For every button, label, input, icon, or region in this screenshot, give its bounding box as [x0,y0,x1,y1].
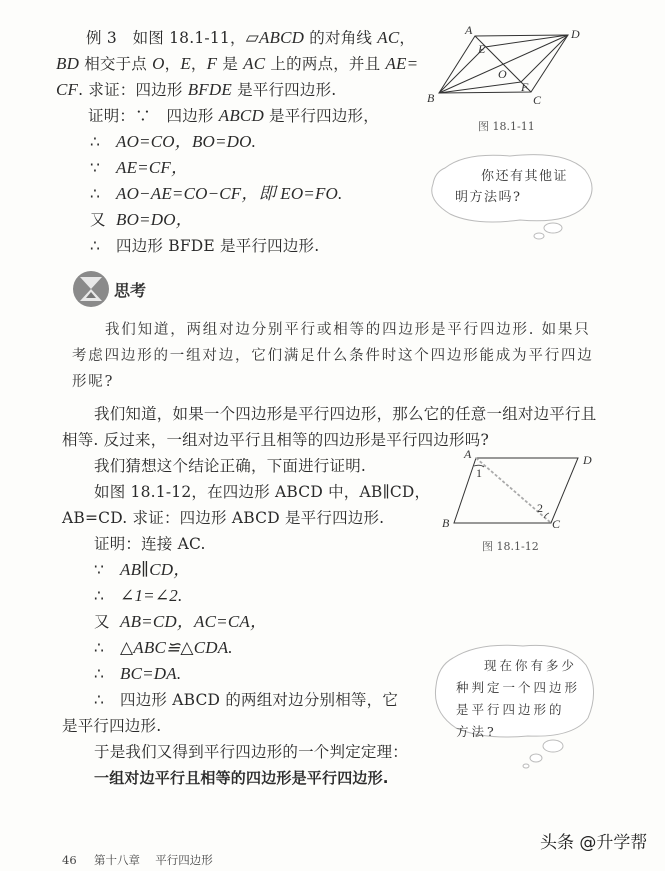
proof-step [90,132,256,152]
proof-step [94,664,181,684]
proof-step [90,210,193,230]
angle-2-label: 2 [537,501,543,515]
therefore-symbol: ∴ [90,185,101,203]
step-text: AO−AE=CO−CF，即 EO=FO. [116,184,343,203]
because-symbol: ∵ [90,159,101,177]
main-para-line: 相等. 反过来，一组对边平行且相等的四边形是平行四边形吗? [62,431,489,449]
figure1-caption: 图 18.1-11 [478,120,535,133]
example3-line1 [86,28,415,48]
step-text: 四边形 ABCD 的两组对边分别相等，它 [120,691,399,709]
math-abcd: ABCD [218,106,264,125]
text: ， [190,55,207,73]
because-symbol: ∵ [94,561,105,579]
therefore-symbol: ∴ [94,665,105,683]
proof-step [94,690,398,710]
think-title: 思考 [114,281,147,300]
step-text: AB∥CD， [120,560,191,579]
math-ac: AC [377,28,400,47]
label-b: B [442,516,450,528]
text: . 求证：四边形 [78,81,188,99]
text: ， [399,29,416,47]
chapter-title: 平行四边形 [155,853,213,867]
label-f: F [521,80,529,94]
label-c: C [533,93,542,107]
proof-step [90,236,319,256]
figure-parallelogram-ac [438,448,598,528]
text: 是 [217,55,244,73]
main-para-line: 我们知道，如果一个四边形是平行四边形，那么它的任意一组对边平行且 [94,405,597,423]
therefore-symbol: ∴ [94,691,105,709]
text: 上的两点，并且 [265,55,386,73]
chapter-label: 第十八章 [93,853,140,867]
conjecture: 我们猜想这个结论正确，下面进行证明. [94,457,367,475]
therefore-symbol: ∴ [94,587,105,605]
given-line: 如图 18.1-12，在四边形 ABCD 中，AB∥CD， [94,483,431,501]
bubble2-text [456,655,580,743]
text: 是平行四边形. [231,81,337,99]
example3-line3 [56,80,336,100]
bubble-line: 方法? [456,724,497,739]
parallelogram-abcd: ▱ABCD [245,28,305,47]
text: 证明：∵ 四边形 [88,107,219,125]
bubble-line: 是平行四边形的 [456,702,565,717]
math-e: E [180,54,191,73]
math-ac: AC [243,54,266,73]
math-ae: AE= [385,54,419,73]
step-text: △ABC≌△CDA. [120,638,233,657]
step-text: AB=CD，AC=CA， [120,612,268,631]
figure-parallelogram-diagonals [425,22,595,122]
bubble-line: 种判定一个四边形 [456,680,581,695]
math-cf: CF [56,80,79,99]
therefore-symbol: ∴ [94,639,105,657]
math-bd: BD [56,54,80,73]
page-footer [62,852,213,868]
step-text: 四边形 BFDE 是平行四边形. [116,237,320,255]
angle-1-label: 1 [476,466,482,480]
conclusion-cont: 是平行四边形. [62,717,162,735]
text: 是平行四边形， [263,107,379,125]
figure2-caption: 图 18.1-12 [482,540,539,553]
math-f: F [206,54,218,73]
think-para-line: 考虑四边形的一组对边，它们满足什么条件时这个四边形能成为平行四边 [72,348,594,364]
step-text: BO=DO， [116,210,193,229]
therefore-symbol: ∴ [90,133,101,151]
text: ， [164,55,181,73]
step-text: ∠1=∠2. [120,586,183,605]
think-hourglass-icon [72,270,110,308]
example3-proof-intro [88,106,379,126]
label-o: O [498,67,507,81]
text: 相交于点 [79,55,153,73]
proof-step [94,638,233,658]
theorem-intro: 于是我们又得到平行四边形的一个判定定理： [94,743,409,761]
page-number: 46 [62,853,77,867]
proof-step [90,184,342,204]
proof-step [94,586,182,606]
proof-step [94,612,267,632]
example3-line2 [56,54,418,74]
step-text: AO=CO，BO=DO. [116,132,257,151]
bubble-line: 你还有其他证 [481,169,569,184]
label-a: A [465,23,473,37]
math-o: O [152,54,165,73]
label-c: C [552,517,561,528]
think-para-line: 形呢? [72,374,115,390]
watermark: 头条 @升学帮 [540,833,648,853]
given-line: AB=CD. 求证：四边形 ABCD 是平行四边形. [62,509,385,527]
bubble-line: 现在你有多少 [484,658,578,673]
also-symbol: 又 [94,613,110,631]
example-label: 例 3 如图 18.1-11， [86,29,246,47]
label-b: B [427,91,435,105]
math-bfde: BFDE [187,80,232,99]
step-text: BC=DA. [120,664,182,683]
label-a: A [464,448,472,461]
label-e: E [478,42,486,56]
proof-step [94,560,190,580]
also-symbol: 又 [90,211,106,229]
theorem-statement: 一组对边平行且相等的四边形是平行四边形. [94,769,389,787]
text: 的对角线 [304,29,378,47]
bubble1-text [455,166,568,208]
label-d: D [571,27,580,41]
proof-step [90,158,188,178]
therefore-symbol: ∴ [90,237,101,255]
proof-intro: 证明：连接 AC. [94,535,206,553]
label-d: D [583,453,592,467]
think-para-line: 我们知道，两组对边分别平行或相等的四边形是平行四边形. 如果只 [105,322,591,338]
bubble-line: 明方法吗? [455,190,522,205]
step-text: AE=CF， [116,158,189,177]
